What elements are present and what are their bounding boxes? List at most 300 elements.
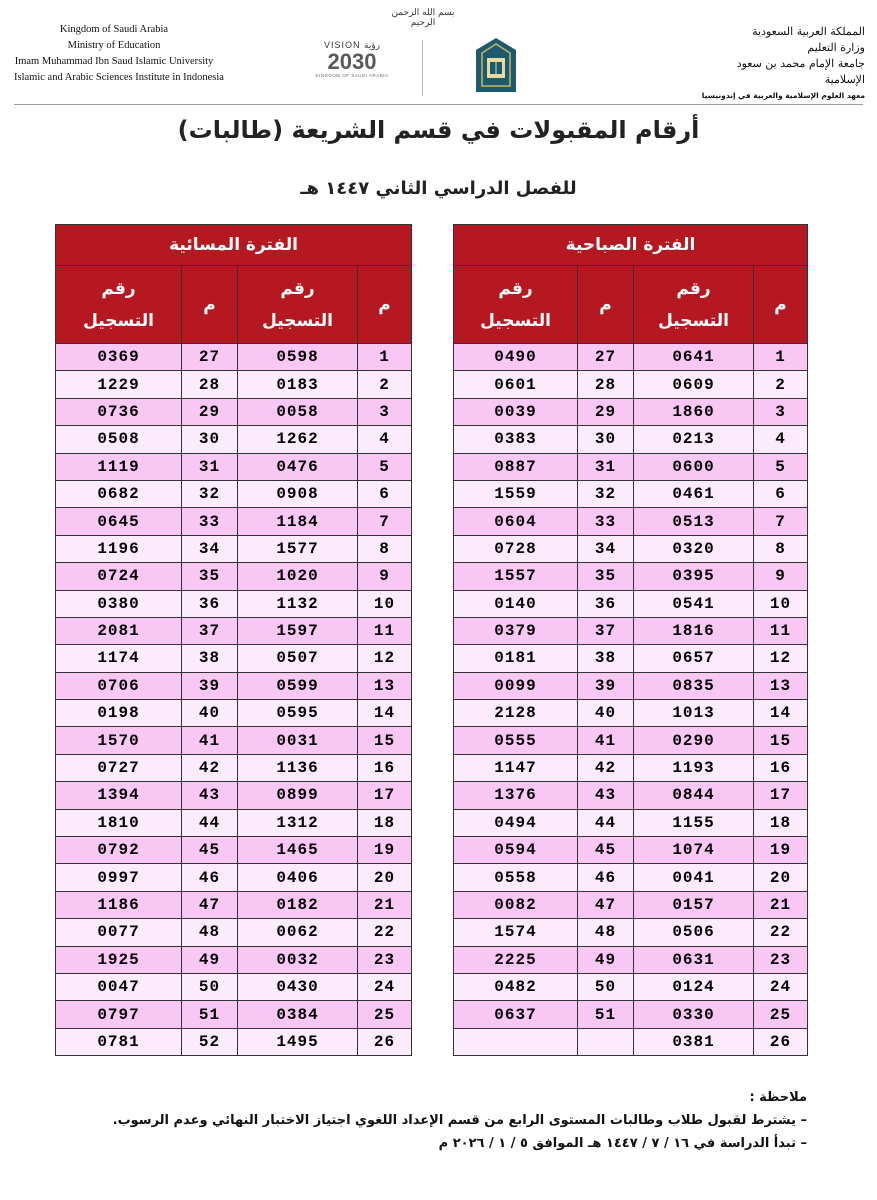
table-row	[56, 891, 412, 918]
serial-cell: 2	[754, 371, 808, 398]
serial-cell: 25	[754, 1001, 808, 1028]
registration-cell: 1810	[56, 809, 182, 836]
table-row	[56, 480, 412, 507]
registration-cell: 1816	[634, 617, 754, 644]
serial-cell: 16	[754, 754, 808, 781]
serial-cell: 10	[754, 590, 808, 617]
serial-cell: 47	[182, 891, 238, 918]
serial-cell: 50	[578, 973, 634, 1000]
table-row	[56, 453, 412, 480]
table-row	[56, 398, 412, 425]
ar-line-ministry: وزارة التعليم	[807, 41, 865, 54]
table-row	[56, 617, 412, 644]
morning-col-reg-1	[634, 266, 754, 344]
header-divider	[422, 40, 423, 96]
note-line: – يشترط لقبول طلاب وطالبات المستوى الرابع من قسم الإعداد اللغوي اجتياز الاختبار النهائي وعدم الرسوب.	[112, 1113, 807, 1128]
serial-cell: 40	[578, 700, 634, 727]
serial-cell: 27	[182, 344, 238, 371]
serial-cell: 42	[182, 754, 238, 781]
notes-section	[67, 1090, 807, 1159]
registration-cell: 0181	[454, 645, 578, 672]
registration-cell: 0600	[634, 453, 754, 480]
registration-cell: 1860	[634, 398, 754, 425]
serial-cell: 12	[754, 645, 808, 672]
table-row	[56, 864, 412, 891]
table-row	[454, 480, 808, 507]
registration-cell: 0594	[454, 837, 578, 864]
serial-cell: 30	[182, 426, 238, 453]
serial-cell: 49	[578, 946, 634, 973]
table-row	[454, 563, 808, 590]
serial-cell: 32	[578, 480, 634, 507]
registration-cell: 0082	[454, 891, 578, 918]
registration-cell: 0899	[238, 782, 358, 809]
serial-cell: 2	[358, 371, 412, 398]
serial-cell: 45	[182, 837, 238, 864]
table-row	[454, 700, 808, 727]
registration-cell: 1193	[634, 754, 754, 781]
registration-cell: 0645	[56, 508, 182, 535]
serial-cell: 43	[182, 782, 238, 809]
table-row	[454, 782, 808, 809]
serial-cell: 46	[182, 864, 238, 891]
vision-label: VISION	[323, 40, 361, 50]
registration-cell: 0380	[56, 590, 182, 617]
serial-cell	[578, 1028, 634, 1055]
serial-cell: 8	[358, 535, 412, 562]
serial-cell: 5	[754, 453, 808, 480]
ar-line-university: جامعة الإمام محمد بن سعود الإسلامية	[736, 57, 865, 86]
table-row	[56, 919, 412, 946]
table-row	[454, 645, 808, 672]
registration-cell: 1312	[238, 809, 358, 836]
table-row	[454, 864, 808, 891]
serial-cell: 21	[358, 891, 412, 918]
serial-cell: 33	[578, 508, 634, 535]
evening-table-body	[56, 344, 412, 1056]
table-row	[454, 891, 808, 918]
table-row	[454, 946, 808, 973]
registration-cell: 0482	[454, 973, 578, 1000]
serial-cell: 9	[358, 563, 412, 590]
registration-cell: 2225	[454, 946, 578, 973]
table-row	[454, 535, 808, 562]
registration-cell: 1074	[634, 837, 754, 864]
serial-cell: 28	[578, 371, 634, 398]
registration-cell: 0598	[238, 344, 358, 371]
serial-cell: 11	[754, 617, 808, 644]
serial-cell: 24	[358, 973, 412, 1000]
serial-cell: 39	[578, 672, 634, 699]
registration-cell: 0140	[454, 590, 578, 617]
registration-cell: 1196	[56, 535, 182, 562]
registration-cell	[454, 1028, 578, 1055]
serial-cell: 13	[754, 672, 808, 699]
registration-cell: 1376	[454, 782, 578, 809]
serial-cell: 7	[358, 508, 412, 535]
table-row	[56, 371, 412, 398]
serial-cell: 35	[578, 563, 634, 590]
morning-col-num-2: م	[578, 266, 634, 344]
registration-cell: 0599	[238, 672, 358, 699]
registration-cell: 0476	[238, 453, 358, 480]
registration-cell: 0887	[454, 453, 578, 480]
serial-cell: 29	[578, 398, 634, 425]
serial-cell: 31	[578, 453, 634, 480]
registration-cell: 0183	[238, 371, 358, 398]
col-reg-word1: رقم	[280, 278, 315, 299]
serial-cell: 48	[578, 919, 634, 946]
registration-cell: 0835	[634, 672, 754, 699]
serial-cell: 46	[578, 864, 634, 891]
registration-cell: 0604	[454, 508, 578, 535]
table-row	[56, 344, 412, 371]
serial-cell: 30	[578, 426, 634, 453]
col-reg-word2: التسجيل	[83, 310, 154, 331]
table-row	[454, 508, 808, 535]
serial-cell: 10	[358, 590, 412, 617]
table-row	[56, 700, 412, 727]
registration-cell: 0395	[634, 563, 754, 590]
registration-cell: 0637	[454, 1001, 578, 1028]
serial-cell: 28	[182, 371, 238, 398]
registration-cell: 0213	[634, 426, 754, 453]
registration-cell: 0631	[634, 946, 754, 973]
serial-cell: 6	[358, 480, 412, 507]
registration-cell: 0047	[56, 973, 182, 1000]
serial-cell: 22	[754, 919, 808, 946]
table-row	[454, 426, 808, 453]
ar-line-kingdom: المملكة العربية السعودية	[752, 25, 865, 38]
ar-line-institute: معهد العلوم الإسلامية والعربية في إندونيسيا	[701, 91, 865, 100]
serial-cell: 23	[358, 946, 412, 973]
registration-cell: 0558	[454, 864, 578, 891]
serial-cell: 43	[578, 782, 634, 809]
registration-cell: 0609	[634, 371, 754, 398]
serial-cell: 12	[358, 645, 412, 672]
registration-cell: 0383	[454, 426, 578, 453]
table-row	[454, 398, 808, 425]
table-row	[56, 973, 412, 1000]
serial-cell: 19	[754, 837, 808, 864]
table-row	[56, 672, 412, 699]
registration-cell: 0601	[454, 371, 578, 398]
notes-title: ملاحظة :	[749, 1090, 807, 1105]
registration-cell: 0736	[56, 398, 182, 425]
serial-cell: 38	[578, 645, 634, 672]
vision-2030-logo	[306, 40, 398, 94]
registration-cell: 1925	[56, 946, 182, 973]
table-row	[454, 371, 808, 398]
evening-table	[55, 224, 412, 1056]
registration-cell: 1174	[56, 645, 182, 672]
page-title: أرقام المقبولات في قسم الشريعة (طالبات)	[177, 116, 700, 144]
serial-cell: 33	[182, 508, 238, 535]
serial-cell: 15	[754, 727, 808, 754]
serial-cell: 31	[182, 453, 238, 480]
table-row	[56, 837, 412, 864]
serial-cell: 17	[754, 782, 808, 809]
registration-cell: 0320	[634, 535, 754, 562]
serial-cell: 20	[358, 864, 412, 891]
letterhead	[0, 0, 877, 112]
evening-col-num-1: م	[358, 266, 412, 344]
university-logo-icon	[472, 36, 520, 96]
registration-cell: 1119	[56, 453, 182, 480]
registration-cell: 0490	[454, 344, 578, 371]
registration-cell: 0290	[634, 727, 754, 754]
registration-cell: 0039	[454, 398, 578, 425]
table-row	[56, 645, 412, 672]
serial-cell: 16	[358, 754, 412, 781]
serial-cell: 13	[358, 672, 412, 699]
table-row	[454, 617, 808, 644]
registration-cell: 1597	[238, 617, 358, 644]
serial-cell: 8	[754, 535, 808, 562]
registration-cell: 1147	[454, 754, 578, 781]
registration-cell: 0077	[56, 919, 182, 946]
table-row	[56, 754, 412, 781]
registration-cell: 1229	[56, 371, 182, 398]
serial-cell: 51	[182, 1001, 238, 1028]
serial-cell: 32	[182, 480, 238, 507]
registration-cell: 1184	[238, 508, 358, 535]
registration-cell: 0330	[634, 1001, 754, 1028]
col-reg-word1: رقم	[498, 278, 533, 299]
registration-cell: 0506	[634, 919, 754, 946]
serial-cell: 27	[578, 344, 634, 371]
english-letterhead	[14, 22, 224, 86]
serial-cell: 41	[578, 727, 634, 754]
registration-cell: 1495	[238, 1028, 358, 1055]
serial-cell: 44	[182, 809, 238, 836]
serial-cell: 26	[358, 1028, 412, 1055]
en-line-kingdom: Kingdom of Saudi Arabia	[59, 24, 169, 35]
arabic-letterhead	[695, 24, 865, 104]
registration-cell: 0384	[238, 1001, 358, 1028]
serial-cell: 25	[358, 1001, 412, 1028]
registration-cell: 0682	[56, 480, 182, 507]
evening-col-reg-2	[56, 266, 182, 344]
en-line-institute: Islamic and Arabic Sciences Institute in Indonesia	[14, 72, 224, 83]
registration-cell: 0908	[238, 480, 358, 507]
table-row	[56, 590, 412, 617]
col-reg-word1: رقم	[676, 278, 711, 299]
serial-cell: 36	[578, 590, 634, 617]
serial-cell: 36	[182, 590, 238, 617]
registration-cell: 1132	[238, 590, 358, 617]
col-reg-word2: التسجيل	[658, 310, 729, 331]
serial-cell: 5	[358, 453, 412, 480]
serial-cell: 4	[358, 426, 412, 453]
morning-period-header: الفترة الصباحية	[454, 225, 808, 266]
serial-cell: 21	[754, 891, 808, 918]
serial-cell: 1	[358, 344, 412, 371]
serial-cell: 14	[358, 700, 412, 727]
registration-cell: 0781	[56, 1028, 182, 1055]
registration-cell: 1155	[634, 809, 754, 836]
table-row	[56, 1028, 412, 1055]
registration-cell: 2128	[454, 700, 578, 727]
registration-cell: 0494	[454, 809, 578, 836]
registration-cell: 0157	[634, 891, 754, 918]
table-row	[56, 946, 412, 973]
morning-col-reg-2	[454, 266, 578, 344]
registration-cell: 1262	[238, 426, 358, 453]
serial-cell: 34	[578, 535, 634, 562]
serial-cell: 39	[182, 672, 238, 699]
header-rule	[14, 104, 863, 105]
serial-cell: 37	[182, 617, 238, 644]
registration-cell: 0182	[238, 891, 358, 918]
serial-cell: 48	[182, 919, 238, 946]
registration-cell: 0727	[56, 754, 182, 781]
serial-cell: 47	[578, 891, 634, 918]
serial-cell: 38	[182, 645, 238, 672]
registration-cell: 1574	[454, 919, 578, 946]
serial-cell: 29	[182, 398, 238, 425]
serial-cell: 51	[578, 1001, 634, 1028]
serial-cell: 1	[754, 344, 808, 371]
serial-cell: 7	[754, 508, 808, 535]
serial-cell: 19	[358, 837, 412, 864]
evening-period-header: الفترة المسائية	[56, 225, 412, 266]
serial-cell: 4	[754, 426, 808, 453]
table-row	[454, 1028, 808, 1055]
registration-cell: 0198	[56, 700, 182, 727]
table-row	[454, 837, 808, 864]
table-row	[454, 809, 808, 836]
en-line-university: Imam Muhammad Ibn Saud Islamic University	[14, 56, 214, 67]
vision-sub: KINGDOM OF SAUDI ARABIA	[315, 73, 389, 78]
registration-cell: 0031	[238, 727, 358, 754]
serial-cell: 3	[754, 398, 808, 425]
serial-cell: 42	[578, 754, 634, 781]
serial-cell: 11	[358, 617, 412, 644]
serial-cell: 3	[358, 398, 412, 425]
serial-cell: 50	[182, 973, 238, 1000]
registration-cell: 1136	[238, 754, 358, 781]
registration-cell: 1013	[634, 700, 754, 727]
registration-cell: 1577	[238, 535, 358, 562]
table-row	[454, 590, 808, 617]
serial-cell: 37	[578, 617, 634, 644]
evening-col-reg-1	[238, 266, 358, 344]
morning-col-num-1: م	[754, 266, 808, 344]
serial-cell: 23	[754, 946, 808, 973]
registration-cell: 0461	[634, 480, 754, 507]
registration-cell: 0124	[634, 973, 754, 1000]
registration-cell: 1465	[238, 837, 358, 864]
serial-cell: 40	[182, 700, 238, 727]
registration-cell: 0541	[634, 590, 754, 617]
registration-cell: 0430	[238, 973, 358, 1000]
registration-cell: 0041	[634, 864, 754, 891]
serial-cell: 20	[754, 864, 808, 891]
registration-cell: 0381	[634, 1028, 754, 1055]
table-row	[454, 919, 808, 946]
registration-cell: 0507	[238, 645, 358, 672]
registration-cell: 0513	[634, 508, 754, 535]
serial-cell: 9	[754, 563, 808, 590]
page-subtitle: للفصل الدراسي الثاني ١٤٤٧ هـ	[300, 178, 577, 199]
vision-ar-label: رؤية	[364, 40, 381, 50]
registration-cell: 0792	[56, 837, 182, 864]
table-row	[454, 1001, 808, 1028]
registration-cell: 0797	[56, 1001, 182, 1028]
note-line: – تبدأ الدراسة في ١٦ / ٧ / ١٤٤٧ هـ الموافق ٥ / ١ / ٢٠٢٦ م	[438, 1136, 807, 1151]
registration-cell: 0508	[56, 426, 182, 453]
table-row	[56, 563, 412, 590]
col-reg-word2: التسجيل	[262, 310, 333, 331]
morning-table	[453, 224, 808, 1056]
registration-cell: 1020	[238, 563, 358, 590]
serial-cell: 41	[182, 727, 238, 754]
registration-cell: 0058	[238, 398, 358, 425]
serial-cell: 45	[578, 837, 634, 864]
registration-cell: 0369	[56, 344, 182, 371]
table-row	[454, 973, 808, 1000]
registration-cell: 1557	[454, 563, 578, 590]
serial-cell: 18	[358, 809, 412, 836]
serial-cell: 17	[358, 782, 412, 809]
serial-cell: 44	[578, 809, 634, 836]
registration-cell: 0728	[454, 535, 578, 562]
registration-cell: 0379	[454, 617, 578, 644]
registration-cell: 2081	[56, 617, 182, 644]
table-row	[454, 453, 808, 480]
table-row	[454, 344, 808, 371]
table-row	[56, 782, 412, 809]
table-row	[454, 727, 808, 754]
registration-cell: 0595	[238, 700, 358, 727]
table-row	[56, 508, 412, 535]
serial-cell: 35	[182, 563, 238, 590]
table-row	[454, 672, 808, 699]
serial-cell: 49	[182, 946, 238, 973]
registration-cell: 0406	[238, 864, 358, 891]
serial-cell: 14	[754, 700, 808, 727]
table-row	[454, 754, 808, 781]
registration-cell: 0706	[56, 672, 182, 699]
serial-cell: 18	[754, 809, 808, 836]
table-row	[56, 809, 412, 836]
registration-cell: 0844	[634, 782, 754, 809]
serial-cell: 34	[182, 535, 238, 562]
vision-year: 2030	[327, 49, 377, 74]
col-reg-word2: التسجيل	[480, 310, 551, 331]
en-line-ministry: Ministry of Education	[67, 40, 161, 51]
registration-cell: 1559	[454, 480, 578, 507]
registration-cell: 0657	[634, 645, 754, 672]
serial-cell: 22	[358, 919, 412, 946]
registration-cell: 0062	[238, 919, 358, 946]
registration-cell: 1186	[56, 891, 182, 918]
basmala: بسم الله الرحمن الرحيم	[391, 8, 455, 28]
table-row	[56, 727, 412, 754]
col-reg-word1: رقم	[101, 278, 136, 299]
registration-cell: 0099	[454, 672, 578, 699]
serial-cell: 24	[754, 973, 808, 1000]
table-row	[56, 1001, 412, 1028]
serial-cell: 52	[182, 1028, 238, 1055]
serial-cell: 15	[358, 727, 412, 754]
morning-table-body	[454, 344, 808, 1056]
table-row	[56, 535, 412, 562]
serial-cell: 26	[754, 1028, 808, 1055]
table-row	[56, 426, 412, 453]
registration-cell: 0032	[238, 946, 358, 973]
